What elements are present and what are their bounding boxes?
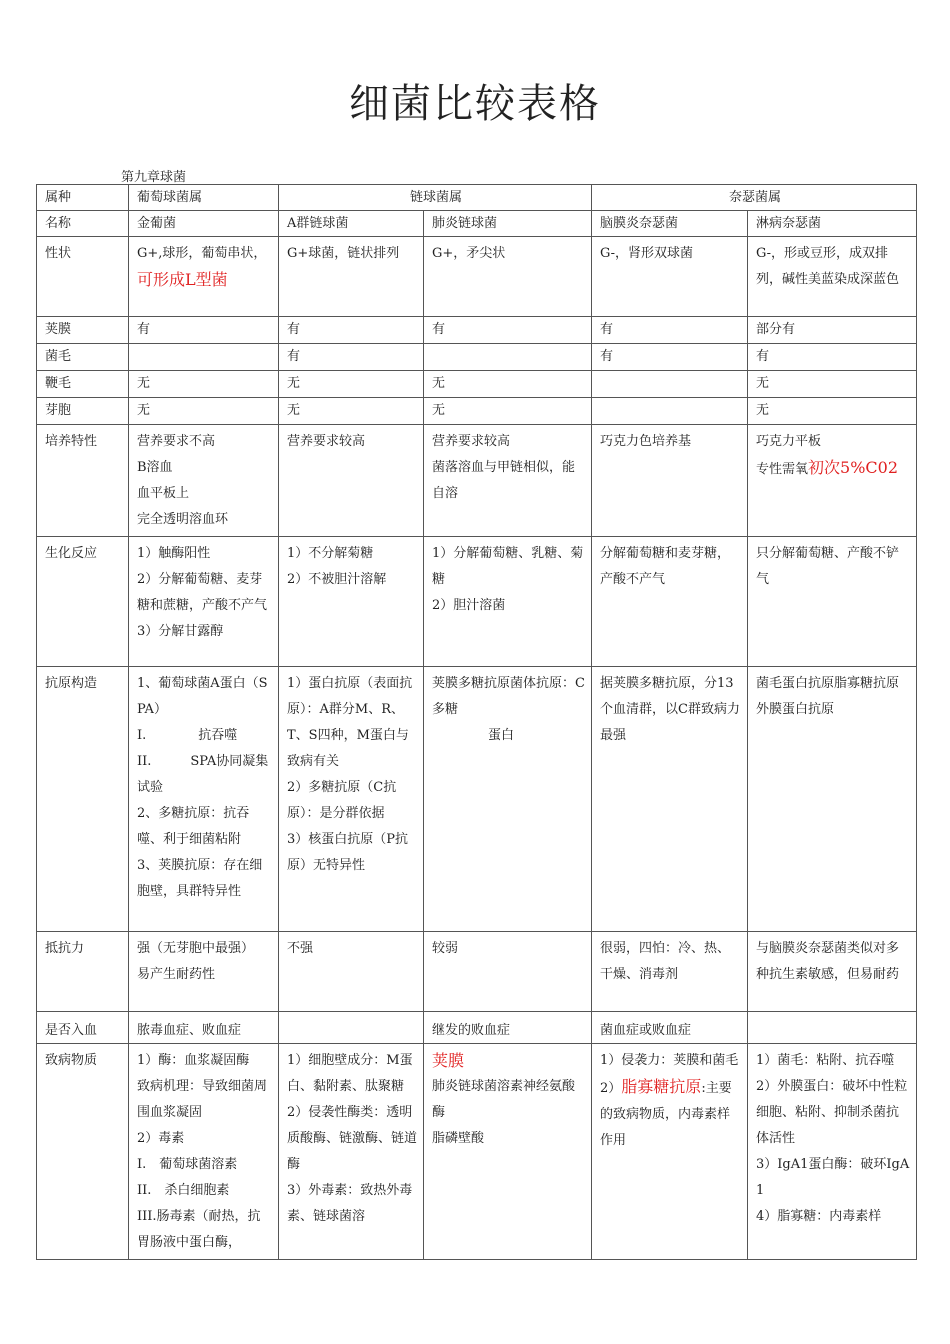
cell-line: 1）酶：血浆凝固酶 [137,1053,250,1068]
cell [748,1044,917,1260]
cell: 无 [279,371,424,398]
cell: 很弱，四怕：冷、热、干燥、消毒剂 [592,932,748,1012]
cell [424,344,592,371]
cell-line: 3）分解甘露醇 [137,624,224,639]
highlight-text: 脂寡糖抗原 [621,1077,702,1096]
table-row [37,211,917,237]
cell-line: 1）分解葡萄糖、乳糖、菊糖 [432,546,584,587]
table-row [37,1044,917,1260]
cell: 巧克力色培养基 [592,425,748,537]
row-label: 鞭毛 [37,371,129,398]
cell-line: 1）细胞壁成分：M蛋白、黏附素、肽聚糖 [287,1053,413,1094]
cell-line: III.肠毒素（耐热，抗胃肠液中蛋白酶， [137,1209,261,1250]
cell: 有 [279,344,424,371]
row-label: 生化反应 [37,537,129,667]
chapter-heading: 第九章球菌 [121,170,187,185]
highlight-text: 初次5%C02 [808,458,899,477]
genus-strep: 链球菌属 [279,185,592,211]
cell [424,667,592,932]
cell: 继发的败血症 [424,1012,592,1044]
highlight-text: 荚膜 [432,1051,465,1070]
cell: 部分有 [748,317,917,344]
cell-line: 菌毛蛋白抗原脂寡糖抗原 [756,676,900,691]
cell: 金葡菌 [129,211,279,237]
cell-line: 1、葡萄球菌A蛋白（SPA） [137,676,268,717]
cell: 肺炎链球菌 [424,211,592,237]
cell [592,371,748,398]
cell: 脑膜炎奈瑟菌 [592,211,748,237]
cell-line: 2）多糖抗原（C抗原）：是分群依据 [287,780,397,821]
cell-line: 3、荚膜抗原：存在细胞壁，具群特异性 [137,858,263,899]
cell-line: 荚膜多糖抗原菌体抗原：C多糖 [432,676,585,717]
cell: 脓毒血症、败血症 [129,1012,279,1044]
cell: 有 [129,317,279,344]
cell-line: 2） [600,1081,622,1096]
cell: G+，矛尖状 [424,237,592,317]
table-row [37,185,917,211]
cell-line: 2、多糖抗原：抗吞噬、利于细菌粘附 [137,806,250,847]
cell: 有 [592,317,748,344]
cell: 有 [592,344,748,371]
cell: 无 [279,398,424,425]
cell [424,537,592,667]
cell [129,932,279,1012]
cell-line: 易产生耐药性 [137,967,216,982]
cell: 不强 [279,932,424,1012]
cell-line: 强（无芽胞中最强） [137,941,255,956]
cell: 分解葡萄糖和麦芽糖，产酸不产气 [592,537,748,667]
cell-line: 据荚膜多糖抗原，分13个血清群，以C群致病力最强 [600,676,740,743]
row-label: 培养特性 [37,425,129,537]
cell: G-，形或豆形，成双排列，碱性美蓝染成深蓝色 [748,237,917,317]
cell [592,667,748,932]
cell-text: G+,球形，葡萄串状， [137,246,267,261]
cell [424,425,592,537]
row-label: 是否入血 [37,1012,129,1044]
cell [279,1012,424,1044]
cell [129,667,279,932]
cell-line: 营养要求较高 [432,434,511,449]
cell-line: 2）外膜蛋白：破坏中性粒细胞、粘附、抑制杀菌抗体活性 [756,1079,908,1146]
table-row [37,317,917,344]
cell-line: 1）不分解菊糖 [287,546,374,561]
row-label: 芽胞 [37,398,129,425]
cell-line: 3）核蛋白抗原（P抗原）无特异性 [287,832,409,873]
row-label: 名称 [37,211,129,237]
row-label: 属种 [37,185,129,211]
cell-line: 4）脂寡糖：内毒素样 [756,1209,882,1224]
cell: 无 [748,371,917,398]
cell-line: 致病机理：导致细菌周围血浆凝固 [137,1079,268,1120]
table-row [37,237,917,317]
cell [592,398,748,425]
bacteria-comparison-table [36,184,917,1260]
cell-line: 肺炎链球菌溶素神经氨酸酶 [432,1079,576,1120]
cell: 菌血症或败血症 [592,1012,748,1044]
row-label: 性状 [37,237,129,317]
cell-line: I. 抗吞噬 [137,728,238,743]
row-label: 致病物质 [37,1044,129,1260]
cell-line: II. 杀白细胞素 [137,1183,230,1198]
cell: G+球菌，链状排列 [279,237,424,317]
cell: 有 [424,317,592,344]
table-row [37,425,917,537]
cell-line: 1）侵袭力：荚膜和菌毛 [600,1053,739,1068]
cell: G-，肾形双球菌 [592,237,748,317]
cell-line: 1）菌毛：粘附、抗吞噬 [756,1053,895,1068]
cell [748,425,917,537]
row-label: 抵抗力 [37,932,129,1012]
highlight-text: 可形成L型菌 [137,270,228,289]
cell: 只分解葡萄糖、产酸不铲气 [748,537,917,667]
cell [129,425,279,537]
cell [129,537,279,667]
cell-line: 脂磷壁酸 [432,1131,485,1146]
cell-line: B溶血 [137,460,173,475]
row-label: 抗原构造 [37,667,129,932]
cell: 较弱 [424,932,592,1012]
cell-line: 菌落溶血与甲链相似，能自溶 [432,460,576,501]
table-row [37,371,917,398]
cell-line: :主要的致病物质，内毒素样作用 [600,1081,732,1148]
cell [279,1044,424,1260]
cell-line: 2）分解葡萄糖、麦芽糖和蔗糖，产酸不产气 [137,572,268,613]
cell-line: 3）IgA1蛋白酶：破环IgA1 [756,1157,910,1198]
cell: 无 [129,371,279,398]
cell-line: 1）触酶阳性 [137,546,211,561]
cell [424,1044,592,1260]
cell-line: 血平板上 [137,486,190,501]
cell-line: 专性需氧 [756,462,809,477]
cell-line: 蛋白 [488,728,515,743]
cell: 营养要求较高 [279,425,424,537]
cell: 无 [424,398,592,425]
cell-line: 1）蛋白抗原（表面抗原）：A群分M、R、T、S四种，M蛋白与致病有关 [287,676,413,769]
table-row [37,537,917,667]
cell: A群链球菌 [279,211,424,237]
cell: 有 [748,344,917,371]
cell [748,1012,917,1044]
page-title: 细菌比较表格 [349,81,601,127]
cell-line: 2）毒素 [137,1131,185,1146]
table-row [37,344,917,371]
cell: 无 [748,398,917,425]
table-row [37,398,917,425]
cell [129,1044,279,1260]
cell-line: 3）外毒素：致热外毒素、链球菌溶 [287,1183,413,1224]
cell [129,237,279,317]
cell: 无 [424,371,592,398]
cell-line: I. 葡萄球菌溶素 [137,1157,238,1172]
cell [129,344,279,371]
row-label: 菌毛 [37,344,129,371]
cell: 有 [279,317,424,344]
cell [592,1044,748,1260]
cell [279,537,424,667]
cell-line: 完全透明溶血环 [137,512,229,527]
table-row [37,667,917,932]
cell-line: 2）侵袭性酶类：透明质酸酶、链激酶、链道酶 [287,1105,418,1172]
cell [748,667,917,932]
cell: 淋病奈瑟菌 [748,211,917,237]
genus-staph: 葡萄球菌属 [129,185,279,211]
cell-line: 2）胆汁溶菌 [432,598,506,613]
row-label: 荚膜 [37,317,129,344]
cell: 与脑膜炎奈瑟菌类似对多种抗生素敏感，但易耐药 [748,932,917,1012]
cell-line: 2）不被胆汁溶解 [287,572,387,587]
table-row [37,1012,917,1044]
cell: 无 [129,398,279,425]
genus-neisseria: 奈瑟菌属 [592,185,917,211]
cell-line: II. SPA协同凝集试验 [137,754,269,795]
cell-line: 巧克力平板 [756,434,822,449]
cell [279,667,424,932]
table-row [37,932,917,1012]
cell-line: 营养要求不高 [137,434,216,449]
cell-line: 外膜蛋白抗原 [756,702,835,717]
